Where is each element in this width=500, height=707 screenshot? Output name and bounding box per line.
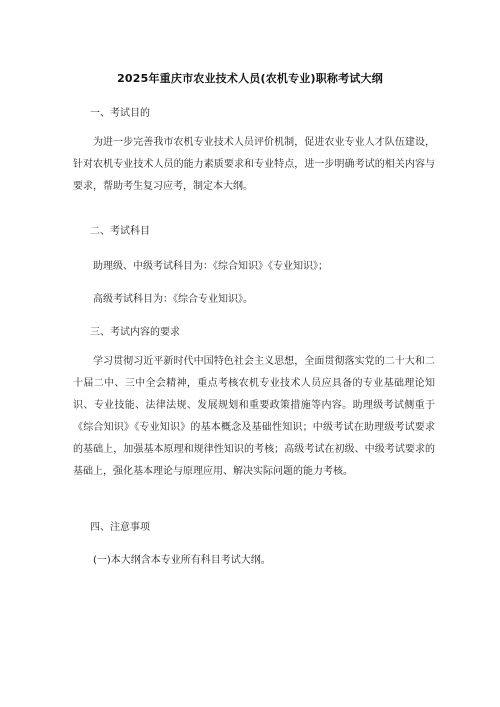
document-title: 2025年重庆市农业技术人员(农机专业)职称考试大纲 [117, 72, 383, 85]
subjects-line-junior-mid: 助理级、中级考试科目为：《综合知识》《专业知识》； [93, 261, 328, 272]
subjects-line-senior: 高级考试科目为：《综合专业知识》。 [93, 294, 253, 305]
notes-line-1: (一)本大纲含本专业所有科目考试大纲。 [93, 555, 271, 566]
section-paragraph-purpose: 为进一步完善我市农机专业技术人员评价机制，促进农业专业人才队伍建设，针对农机专业技术人员的能力素质要求和专业特点，进一步明确考试的相关内容与要求，帮助考生复习应考，制定本大纲。 [73, 137, 435, 192]
section-paragraph-requirements: 学习贯彻习近平新时代中国特色社会主义思想，全面贯彻落实党的二十大和二十届二中、三中全会精神，重点考核农机专业技术人员应具备的专业基础理论知识、专业技能、法律法规、发展规划和重要政策措施等内容。助理级考试侧重于《综合知识》《专业知识》的基本概念及基础性知识；中级考试在助理级考试要求的基础上，加强基本原理和规律性知识的考核；高级考试在初级、中级考试要求的基础上，强化基本理论与原理应用、解决实际问题的能力考核。 [73, 356, 435, 477]
section-heading-purpose: 一、考试目的 [90, 108, 150, 119]
section-heading-subjects: 二、考试科目 [90, 226, 150, 237]
section-heading-notes: 四、注意事项 [90, 522, 150, 533]
section-heading-requirements: 三、考试内容的要求 [90, 327, 180, 338]
